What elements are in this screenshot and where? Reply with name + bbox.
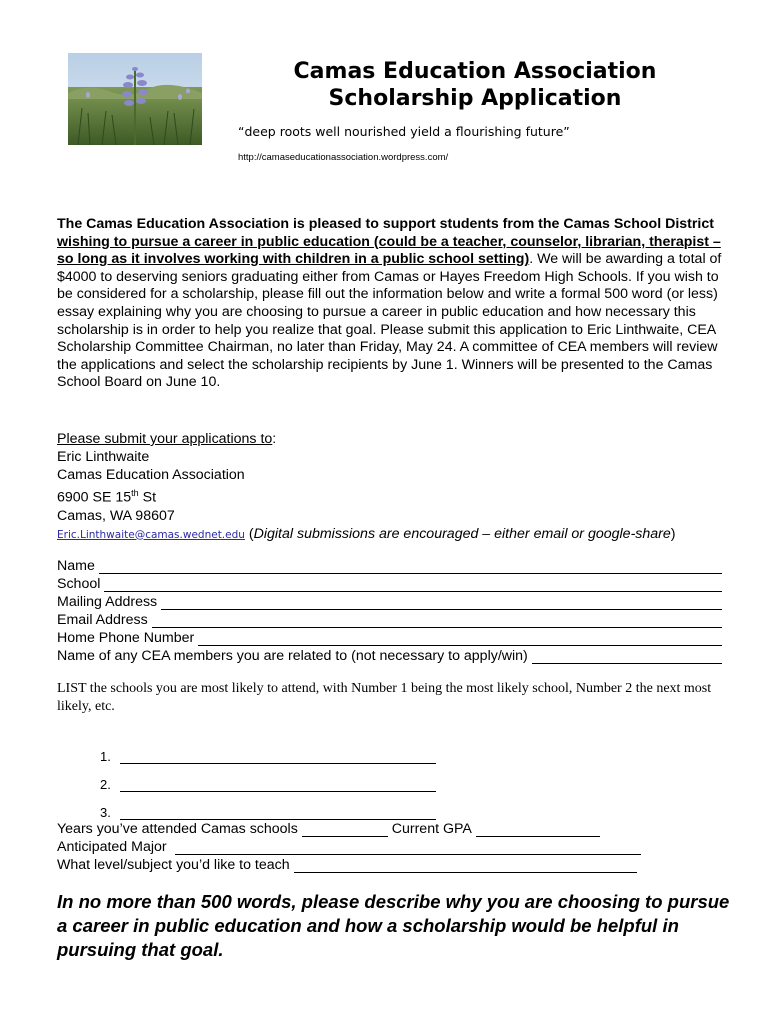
- submission-address: Please submit your applications to: Eric Linthwaite Camas Education Association 6900 SE 15th St Camas, WA 98607 Eric.Linthwaite@camas.wednet.edu (Digital submissions are encouraged – either email or google-share): [57, 430, 737, 544]
- school-choice-2[interactable]: 2.: [100, 764, 436, 792]
- teaching-level-input-line[interactable]: [294, 859, 637, 873]
- contact-name: Eric Linthwaite: [57, 449, 150, 465]
- title-line-1: Camas Education Association: [293, 59, 657, 84]
- name-input-line[interactable]: [99, 560, 722, 574]
- home-phone-input-line[interactable]: [198, 632, 722, 646]
- teaching-level-label: What level/subject you’d like to teach: [57, 857, 290, 873]
- contact-street: 6900 SE 15th St: [57, 488, 157, 506]
- gpa-label: Current GPA: [391, 821, 472, 837]
- cea-relatives-field[interactable]: Name of any CEA members you are related to (not necessary to apply/win): [57, 646, 722, 664]
- title-line-2: Scholarship Application: [328, 86, 622, 111]
- cea-relatives-input-line[interactable]: [532, 650, 722, 664]
- contact-org: Camas Education Association: [57, 467, 245, 483]
- school-choice-1-line[interactable]: [120, 751, 436, 764]
- school-choice-2-line[interactable]: [120, 779, 436, 792]
- email-address-field[interactable]: Email Address: [57, 610, 722, 628]
- page-title: [240, 58, 710, 112]
- years-label: Years you’ve attended Camas schools: [57, 821, 298, 837]
- school-input-line[interactable]: [104, 578, 722, 592]
- school-field[interactable]: School: [57, 574, 722, 592]
- contact-email-link[interactable]: Eric.Linthwaite@camas.wednet.edu: [57, 528, 245, 541]
- intro-bold-text: The Camas Education Association is pleased to support students from the Camas School District: [57, 216, 714, 232]
- home-phone-field[interactable]: Home Phone Number: [57, 628, 722, 646]
- intro-paragraph: [57, 216, 727, 392]
- academic-info: [57, 819, 641, 873]
- name-field[interactable]: Name: [57, 556, 722, 574]
- essay-prompt: In no more than 500 words, please describe why you are choosing to pursue a career in public education and how a scholarship would be helpful in pursuing that goal.: [57, 891, 730, 960]
- school-choice-3[interactable]: 3.: [100, 792, 436, 820]
- years-input-line[interactable]: [302, 823, 388, 837]
- school-choice-1[interactable]: 1.: [100, 736, 436, 764]
- camas-flower-photo: [68, 53, 202, 145]
- motto: “deep roots well nourished yield a flourishing future”: [238, 124, 570, 139]
- gpa-input-line[interactable]: [476, 823, 600, 837]
- intro-period: .: [529, 251, 534, 268]
- contact-city: Camas, WA 98607: [57, 507, 175, 524]
- mailing-address-field[interactable]: Mailing Address: [57, 592, 722, 610]
- applicant-info-fields: [57, 556, 722, 664]
- intro-bold-underlined: wishing to pursue a career in public education (could be a teacher, counselor, librarian, therapist – so long as it involves working with children in a public school setting): [57, 233, 721, 268]
- intro-body: We will be awarding a total of $4000 to deserving seniors graduating either from Camas or Hayes Freedom High Schools. If you wish to be considered for a scholarship, please fill out the information below and write a formal 500 word (or less) essay explaining why you are choosing to pursue a career in public education and how necessary this scholarship is in order to help you realize that goal. Please submit this application to Eric Linthwaite, CEA Scholarship Committee Chairman, no later than Friday, May 24. A committee of CEA members will review the applications and select the scholarship recipients by June 1. Winners will be presented to the Camas School Board on June 10.: [57, 251, 722, 391]
- mailing-address-input-line[interactable]: [161, 596, 722, 610]
- submit-heading-colon: :: [272, 431, 277, 447]
- schools-list: [100, 736, 436, 820]
- major-input-line[interactable]: [175, 841, 641, 855]
- website-url[interactable]: http://camaseducationassociation.wordpress.com/: [238, 152, 449, 163]
- submission-note: Digital submissions are encouraged – either email or google-share: [253, 525, 671, 542]
- submit-heading: Please submit your applications to: [57, 431, 273, 447]
- email-address-input-line[interactable]: [152, 614, 722, 628]
- schools-instruction: LIST the schools you are most likely to attend, with Number 1 being the most likely school, Number 2 the next most likely, etc.: [57, 681, 712, 714]
- major-label: Anticipated Major: [57, 839, 167, 855]
